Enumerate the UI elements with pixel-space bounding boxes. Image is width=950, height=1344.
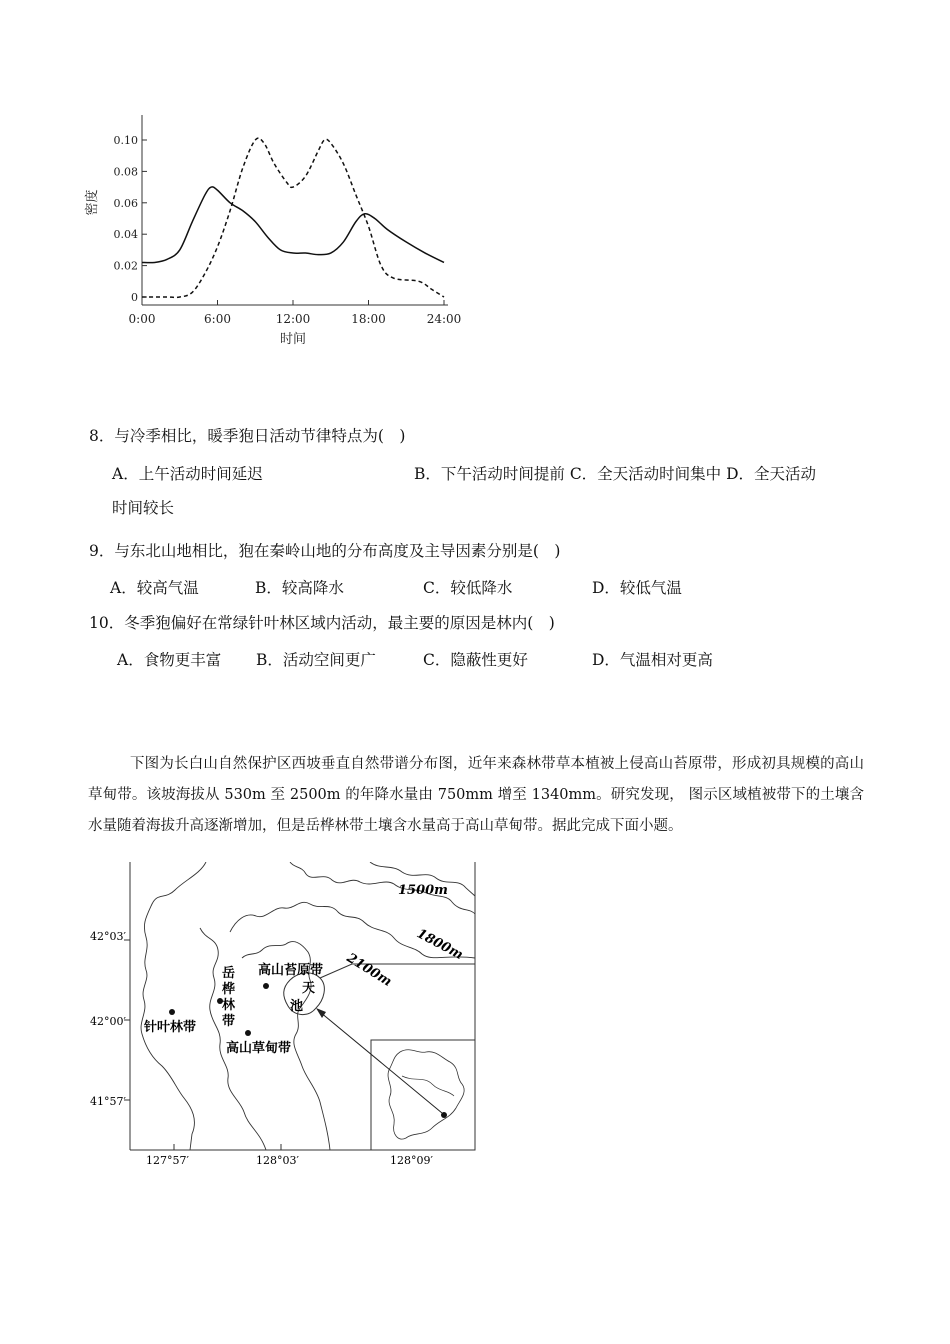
question-8-options-bcd: B．下午活动时间提前 C．全天活动时间集中 D．全天活动 — [414, 465, 817, 483]
x-tick-label: 18:00 — [351, 312, 386, 326]
y-tick-label: 0.02 — [113, 259, 138, 273]
question-9-option-a: A．较高气温 — [110, 579, 199, 597]
tundra-zone-label: 高山苔原带 — [258, 963, 324, 978]
question-9-option-b: B．较高降水 — [255, 579, 344, 597]
inset-locator-box — [371, 1040, 475, 1150]
pointer-arrow-head — [316, 1008, 326, 1018]
solid-series-line — [142, 187, 444, 263]
x-tick-label: 24:00 — [426, 312, 462, 326]
passage-text: 下图为长白山自然保护区西坡垂直自然带谱分布图，近年来森林带草本植被上侵高山苔原带，形成初具规模的高山草甸带。该坡海拔从 530m 至 2500m 的年降水量由 750mm 增至 1340mm。研究发现， 图示区域植被带下的土壤含水量随着海拔升高逐渐增加，但是岳桦林带土壤含水量高于高山草甸带。据此完成下面小题。 — [88, 756, 864, 834]
density-chart — [80, 100, 480, 360]
question-10-option-d: D．气温相对更高 — [592, 651, 713, 669]
birch-label-char-4: 带 — [222, 1014, 236, 1029]
contour-1500-boundary — [141, 862, 206, 1150]
y-tick-label: 0.04 — [113, 228, 138, 242]
question-8-option-d-continued: 时间较长 — [112, 499, 175, 517]
birch-label-char-3: 林 — [222, 998, 236, 1013]
zone-boundary-birch — [200, 928, 266, 1150]
y-tick-label: 0.06 — [113, 196, 138, 210]
meadow-zone-label: 高山草甸带 — [226, 1041, 292, 1056]
y-tick-label: 0 — [131, 291, 138, 304]
conifer-point — [169, 1009, 175, 1015]
tianchi-label-char-1: 天 — [302, 981, 316, 996]
y-tick-label: 0.08 — [113, 165, 138, 179]
inset-connector-line — [320, 964, 475, 978]
lon-label-1: 127°57′ — [146, 1154, 189, 1167]
lon-label-2: 128°03′ — [256, 1154, 299, 1167]
chart-plot-area — [84, 115, 461, 347]
birch-label-char-1: 岳 — [222, 966, 236, 981]
birch-label-char-2: 桦 — [222, 982, 236, 997]
conifer-zone-label: 针叶林带 — [144, 1020, 197, 1035]
question-8-option-a: A．上午活动时间延迟 — [112, 465, 263, 483]
question-10-option-b: B．活动空间更广 — [256, 651, 376, 669]
x-tick-label: 12:00 — [275, 312, 311, 326]
x-tick-label: 6:00 — [204, 312, 231, 326]
dashed-series-line — [142, 138, 444, 297]
lat-label-1: 42°03′ — [90, 930, 126, 943]
lon-label-3: 128°09′ — [390, 1154, 433, 1167]
question-10-stem: 10．冬季狍偏好在常绿针叶林区域内活动，最主要的原因是林内( ) — [89, 614, 555, 632]
question-10-option-c: C．隐蔽性更好 — [423, 651, 528, 669]
contour-label-2100: 2100m — [343, 950, 395, 990]
question-8-stem: 8．与冷季相比，暖季狍日活动节律特点为( ) — [89, 427, 406, 445]
question-9-option-d: D．较低气温 — [592, 579, 682, 597]
contour-label-1800: 1800m — [414, 926, 466, 963]
y-axis-label: 密度 — [85, 189, 100, 216]
x-tick-label: 0:00 — [128, 312, 156, 326]
y-tick-label: 0.10 — [113, 134, 138, 147]
tianchi-label-char-2: 池 — [290, 999, 304, 1014]
lat-label-3: 41°57′ — [90, 1095, 126, 1108]
changbai-map — [80, 862, 490, 1172]
x-axis-label: 时间 — [279, 332, 307, 347]
question-10-option-a: A．食物更丰富 — [117, 651, 222, 669]
question-9-stem: 9．与东北山地相比，狍在秦岭山地的分布高度及主导因素分别是( ) — [89, 542, 561, 560]
tundra-point — [263, 983, 269, 989]
question-9-option-c: C．较低降水 — [423, 579, 513, 597]
lat-label-2: 42°00′ — [90, 1015, 126, 1028]
contour-label-1500: 1500m — [398, 883, 448, 898]
meadow-point — [245, 1030, 251, 1036]
